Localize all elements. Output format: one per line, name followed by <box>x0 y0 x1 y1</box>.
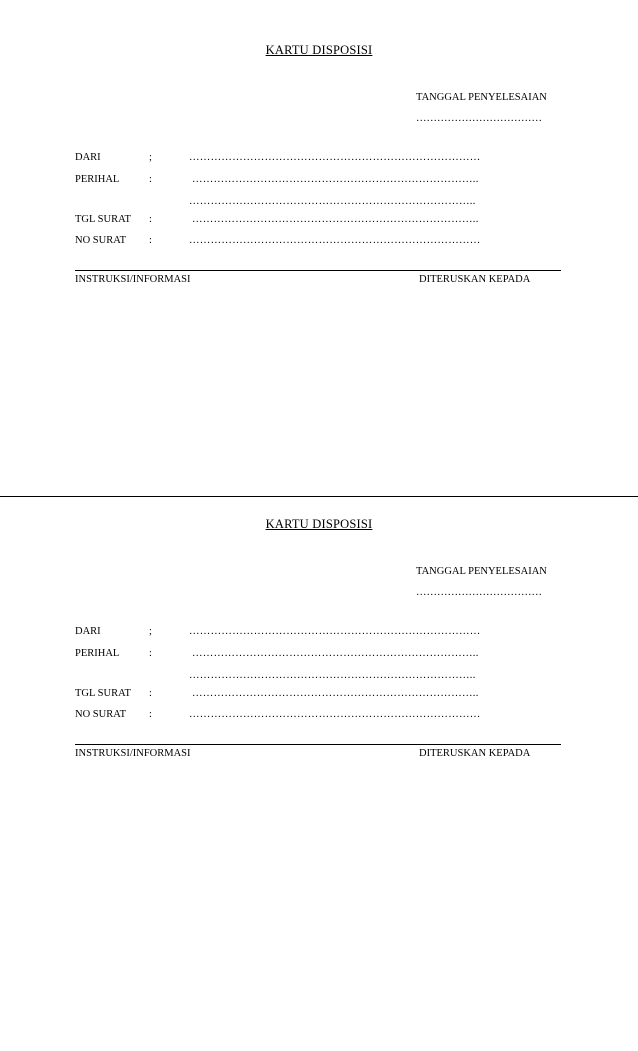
subject-field: …………………………………………………………………….. <box>192 648 479 659</box>
subject-field-continued: …………………………………………………………………….. <box>189 670 476 681</box>
letter-number-field: ……………………………………………………………………… <box>189 235 481 246</box>
letter-date-colon: : <box>149 214 152 225</box>
forwarded-to-label: DITERUSKAN KEPADA <box>419 748 531 759</box>
from-field: ……………………………………………………………………… <box>189 626 481 637</box>
from-label: DARI <box>75 626 101 637</box>
disposition-card <box>0 0 638 470</box>
completion-date-field: ……………………………… <box>416 113 542 124</box>
from-colon: ; <box>149 152 152 163</box>
subject-label: PERIHAL <box>75 174 120 185</box>
section-divider <box>75 270 561 271</box>
from-colon: ; <box>149 626 152 637</box>
letter-number-label: NO SURAT <box>75 709 127 720</box>
completion-date-label: TANGGAL PENYELESAIAN <box>416 566 547 577</box>
subject-field: …………………………………………………………………….. <box>192 174 479 185</box>
completion-date-label: TANGGAL PENYELESAIAN <box>416 92 547 103</box>
card-title: KARTU DISPOSISI <box>265 43 373 57</box>
letter-date-field: …………………………………………………………………….. <box>192 688 479 699</box>
card-title: KARTU DISPOSISI <box>265 517 373 531</box>
subject-colon: : <box>149 174 152 185</box>
section-divider <box>75 744 561 745</box>
letter-date-field: …………………………………………………………………….. <box>192 214 479 225</box>
subject-colon: : <box>149 648 152 659</box>
letter-number-colon: : <box>149 709 152 720</box>
letter-number-label: NO SURAT <box>75 235 127 246</box>
from-field: ……………………………………………………………………… <box>189 152 481 163</box>
completion-date-field: ……………………………… <box>416 587 542 598</box>
letter-date-label: TGL SURAT <box>75 214 131 225</box>
forwarded-to-label: DITERUSKAN KEPADA <box>419 274 531 285</box>
from-label: DARI <box>75 152 101 163</box>
letter-number-field: ……………………………………………………………………… <box>189 709 481 720</box>
disposition-card <box>0 474 638 944</box>
letter-number-colon: : <box>149 235 152 246</box>
instruction-label: INSTRUKSI/INFORMASI <box>75 748 191 759</box>
letter-date-colon: : <box>149 688 152 699</box>
subject-label: PERIHAL <box>75 648 120 659</box>
letter-date-label: TGL SURAT <box>75 688 131 699</box>
subject-field-continued: …………………………………………………………………….. <box>189 196 476 207</box>
instruction-label: INSTRUKSI/INFORMASI <box>75 274 191 285</box>
